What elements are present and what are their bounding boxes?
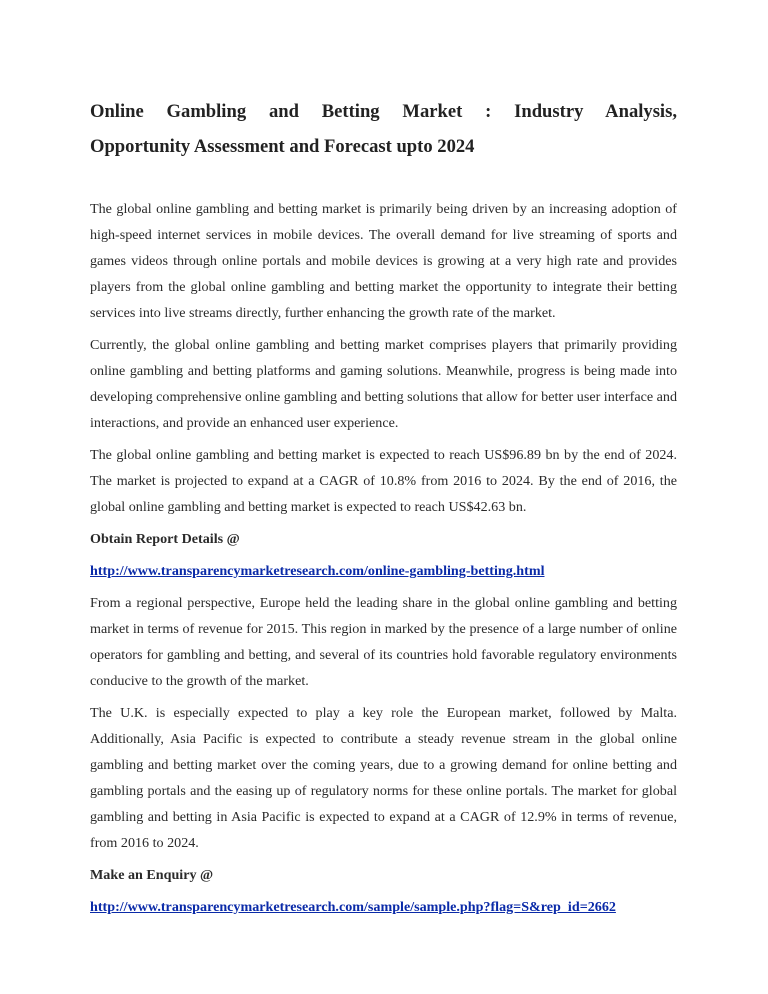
title-line-1: Online Gambling and Betting Market : Industry Analysis, bbox=[90, 101, 677, 122]
enquiry-link[interactable]: http://www.transparencymarketresearch.com/sample/sample.php?flag=S&rep_id=2662 bbox=[90, 899, 616, 915]
paragraph-forecast: The global online gambling and betting market is expected to reach US$96.89 bn by the end of 2024. The market is projected to expand at a CAGR of 10.8% from 2016 to 2024. By the end of 2016, the global online gambling and betting market is expected to reach US$42.63 bn. bbox=[90, 447, 677, 515]
enquiry-link-line bbox=[90, 894, 677, 920]
enquiry-label: Make an Enquiry @ bbox=[90, 867, 214, 883]
document-title bbox=[90, 94, 677, 164]
report-link-line bbox=[90, 558, 677, 584]
report-details-label: Obtain Report Details @ bbox=[90, 531, 240, 547]
report-details-link[interactable]: http://www.transparencymarketresearch.com/online-gambling-betting.html bbox=[90, 563, 545, 579]
paragraph-regional: From a regional perspective, Europe held the leading share in the global online gambling and betting market in terms of revenue for 2015. This region in marked by the presence of a large number of online operators for gambling and betting, and several of its countries hold favorable regulatory environments conducive to the growth of the market. bbox=[90, 595, 677, 689]
document-page bbox=[90, 94, 677, 926]
paragraph-uk-asia: The U.K. is especially expected to play a key role the European market, followed by Malta. Additionally, Asia Pacific is expected to contribute a steady revenue stream in the global online gambling and betting market over the coming years, due to a growing demand for online betting and gambling portals and the easing up of regulatory norms for these online portals. The market for global gambling and betting in Asia Pacific is expected to expand at a CAGR of 12.9% in terms of revenue, from 2016 to 2024. bbox=[90, 705, 677, 851]
title-line-2: Opportunity Assessment and Forecast upto 2024 bbox=[90, 136, 475, 157]
paragraph-players: Currently, the global online gambling and betting market comprises players that primarily providing online gambling and betting platforms and gaming solutions. Meanwhile, progress is being made into developing comprehensive online gambling and betting solutions that allow for better user interface and interactions, and provide an enhanced user experience. bbox=[90, 337, 677, 431]
document-body bbox=[90, 196, 677, 920]
paragraph-drivers: The global online gambling and betting market is primarily being driven by an increasing adoption of high-speed internet services in mobile devices. The overall demand for live streaming of sports and games videos through online portals and mobile devices is growing at a very high rate and provides players from the global online gambling and betting market the opportunity to integrate their betting services into live streams directly, further enhancing the growth rate of the market. bbox=[90, 201, 677, 321]
